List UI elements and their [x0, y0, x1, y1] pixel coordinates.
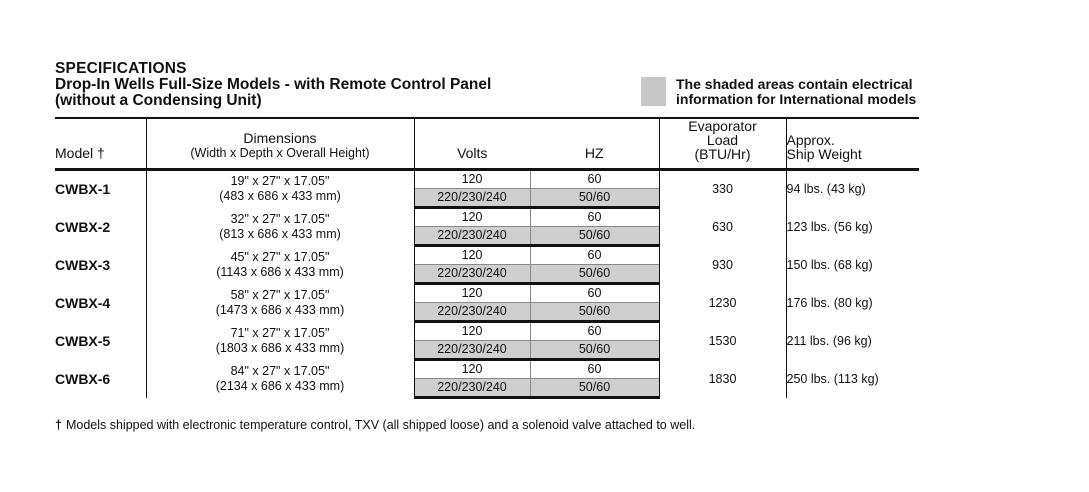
header-evap-line-3: (BTU/Hr) — [694, 146, 751, 162]
header-dimensions — [146, 118, 414, 170]
cell-hz: 60 — [530, 170, 659, 189]
cell-dimensions — [146, 322, 414, 360]
cell-dimensions — [146, 208, 414, 246]
cell-hz: 60 — [530, 322, 659, 341]
footnote — [55, 418, 695, 432]
cell-evaporator-load: 1230 — [659, 284, 786, 322]
cell-dimensions — [146, 170, 414, 208]
cell-dimensions — [146, 246, 414, 284]
cell-dimensions — [146, 360, 414, 398]
cell-dimensions-mm: (2134 x 686 x 433 mm) — [215, 378, 345, 393]
cell-hz-international: 50/60 — [530, 379, 659, 398]
cell-hz-international: 50/60 — [530, 265, 659, 284]
cell-volts-international: 220/230/240 — [414, 189, 530, 208]
header-evap-line-2: Load — [706, 132, 739, 148]
cell-volts: 120 — [414, 246, 530, 265]
cell-volts: 120 — [414, 284, 530, 303]
section-subtitle — [55, 77, 491, 109]
table-row — [55, 208, 919, 227]
cell-dimensions-mm: (1803 x 686 x 433 mm) — [215, 340, 345, 355]
subtitle-line-2: (without a Condensing Unit) — [55, 92, 262, 109]
table-row — [55, 246, 919, 265]
header-dimensions-sub: (Width x Depth x Overall Height) — [190, 146, 370, 160]
cell-dimensions — [146, 284, 414, 322]
cell-volts: 120 — [414, 208, 530, 227]
cell-ship-weight: 150 lbs. (68 kg) — [786, 246, 919, 284]
cell-ship-weight: 176 lbs. (80 kg) — [786, 284, 919, 322]
cell-dimensions-inches: 71" x 27" x 17.05" — [230, 325, 330, 340]
cell-dimensions-inches: 32" x 27" x 17.05" — [230, 211, 330, 226]
cell-model: CWBX-5 — [55, 332, 111, 349]
cell-volts-international: 220/230/240 — [414, 303, 530, 322]
cell-ship-weight: 94 lbs. (43 kg) — [786, 170, 919, 208]
cell-ship-weight: 250 lbs. (113 kg) — [786, 360, 919, 398]
legend-text — [676, 77, 926, 107]
cell-hz-international: 50/60 — [530, 303, 659, 322]
cell-volts-international: 220/230/240 — [414, 341, 530, 360]
cell-dimensions-inches: 84" x 27" x 17.05" — [230, 363, 330, 378]
header-evaporator-load — [659, 118, 786, 170]
cell-model: CWBX-2 — [55, 218, 111, 235]
cell-volts-international: 220/230/240 — [414, 379, 530, 398]
cell-dimensions-mm: (1473 x 686 x 433 mm) — [215, 302, 345, 317]
cell-evaporator-load: 630 — [659, 208, 786, 246]
table-header-row — [55, 118, 919, 170]
table-row — [55, 322, 919, 341]
table-row — [55, 170, 919, 189]
legend-swatch — [641, 77, 666, 106]
cell-ship-weight: 211 lbs. (96 kg) — [786, 322, 919, 360]
cell-dimensions-mm: (483 x 686 x 433 mm) — [219, 189, 341, 204]
cell-model: CWBX-1 — [55, 181, 111, 198]
cell-dimensions-inches: 19" x 27" x 17.05" — [230, 174, 330, 189]
table-row — [55, 284, 919, 303]
footnote-marker: † — [55, 418, 62, 432]
header-evap-line-1: Evaporator — [688, 118, 757, 134]
cell-volts: 120 — [414, 170, 530, 189]
cell-evaporator-load: 1830 — [659, 360, 786, 398]
cell-hz: 60 — [530, 208, 659, 227]
header-volts: Volts — [414, 118, 530, 170]
cell-model: CWBX-3 — [55, 256, 111, 273]
cell-dimensions-inches: 58" x 27" x 17.05" — [230, 287, 330, 302]
header-hz: HZ — [530, 118, 659, 170]
cell-dimensions-mm: (813 x 686 x 433 mm) — [219, 226, 341, 241]
cell-hz-international: 50/60 — [530, 227, 659, 246]
cell-hz: 60 — [530, 360, 659, 379]
specifications-table — [55, 117, 919, 399]
cell-ship-weight: 123 lbs. (56 kg) — [786, 208, 919, 246]
header-weight-line-1: Approx. — [786, 132, 835, 148]
table-row — [55, 360, 919, 379]
header-dimensions-label: Dimensions — [243, 130, 317, 146]
header-ship-weight — [786, 118, 919, 170]
cell-evaporator-load: 1530 — [659, 322, 786, 360]
cell-dimensions-inches: 45" x 27" x 17.05" — [230, 249, 330, 264]
cell-model: CWBX-6 — [55, 370, 111, 387]
cell-volts-international: 220/230/240 — [414, 227, 530, 246]
cell-dimensions-mm: (1143 x 686 x 433 mm) — [216, 264, 344, 279]
footnote-text: Models shipped with electronic temperature control, TXV (all shipped loose) and a solenoid valve attached to well. — [65, 418, 696, 432]
subtitle-line-1: Drop-In Wells Full-Size Models - with Remote Control Panel — [55, 76, 492, 93]
cell-hz: 60 — [530, 246, 659, 265]
cell-volts-international: 220/230/240 — [414, 265, 530, 284]
cell-hz-international: 50/60 — [530, 341, 659, 360]
header-model: Model † — [55, 118, 146, 170]
cell-volts: 120 — [414, 322, 530, 341]
cell-hz: 60 — [530, 284, 659, 303]
cell-evaporator-load: 330 — [659, 170, 786, 208]
cell-evaporator-load: 930 — [659, 246, 786, 284]
cell-volts: 120 — [414, 360, 530, 379]
legend-line-2: information for International models — [676, 91, 917, 107]
header-weight-line-2: Ship Weight — [786, 146, 862, 162]
cell-model: CWBX-4 — [55, 294, 111, 311]
cell-hz-international: 50/60 — [530, 189, 659, 208]
legend-line-1: The shaded areas contain electrical — [676, 76, 913, 92]
section-title: SPECIFICATIONS — [55, 60, 187, 77]
